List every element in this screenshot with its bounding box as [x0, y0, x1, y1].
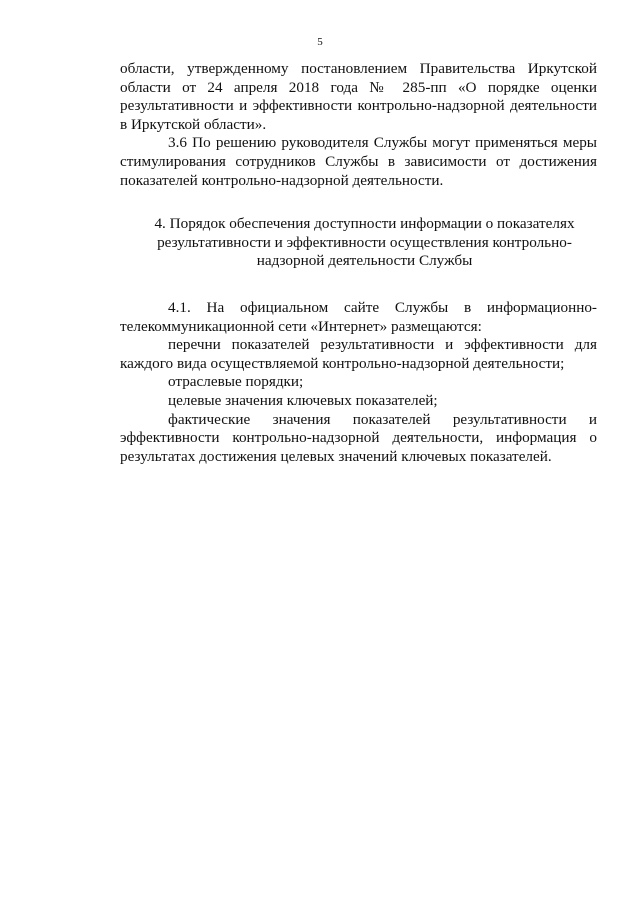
section-4-heading: 4. Порядок обеспечения доступности информации о показателях результативности и эффективности осуществления контрольно-надзорной деятельности Службы — [154, 215, 575, 270]
list-item: целевые значения ключевых показателей; — [168, 391, 438, 409]
paragraph-4-1: 4.1. На официальном сайте Службы в информационно-телекоммуникационной сети «Интернет» размещаются: — [120, 298, 597, 335]
continuation-paragraph: области, утвержденному постановлением Правительства Иркутской области от 24 апреля 2018 года № 285-пп «О порядке оценки результативности и эффективности контрольно-надзорной деятельности в Иркутской области». — [120, 60, 597, 133]
page-number: 5 — [317, 36, 323, 48]
list-item: перечни показателей результативности и эффективности для каждого вида осуществляемой контрольно-надзорной деятельности; — [120, 336, 597, 372]
list-item: отраслевые порядки; — [168, 373, 304, 391]
paragraph-3-6: 3.6 По решению руководителя Службы могут применяться меры стимулирования сотрудников Службы в зависимости от достижения показателей контрольно-надзорной деятельности. — [120, 134, 597, 189]
list-item: фактические значения показателей результативности и эффективности контрольно-надзорной деятельности, информация о результатах достижения целевых значений ключевых показателей. — [120, 410, 597, 465]
document-body — [120, 60, 597, 466]
